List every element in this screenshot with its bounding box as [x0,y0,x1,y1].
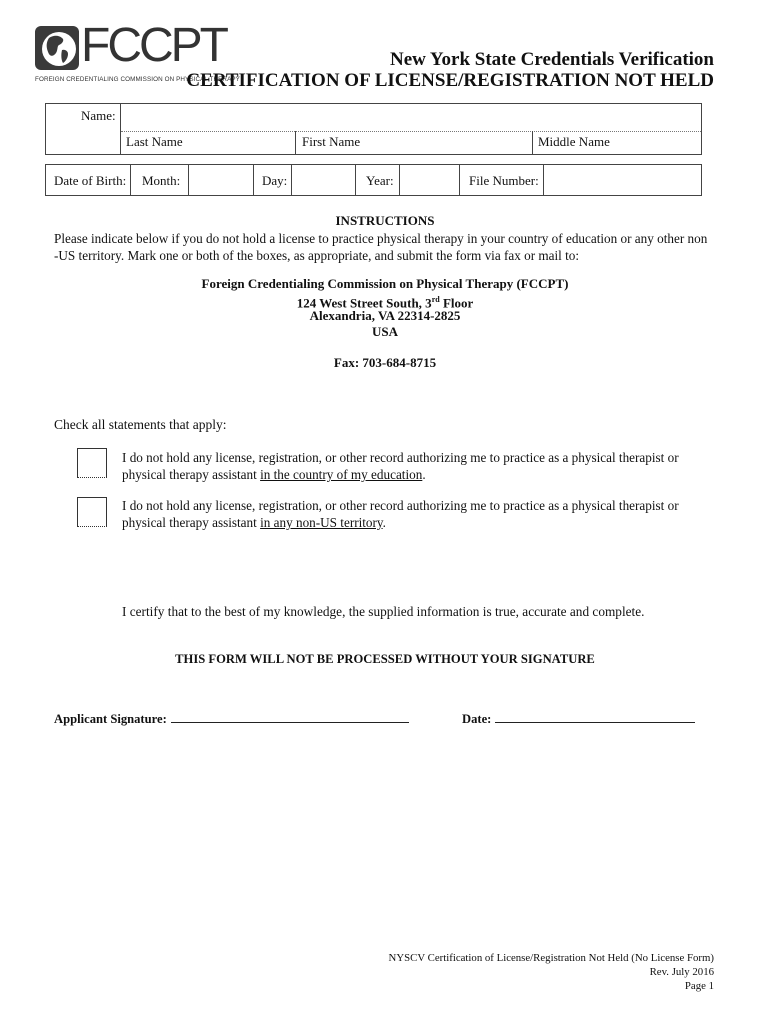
address-city: Alexandria, VA 22314-2825 [309,308,461,323]
dob-label: Date of Birth: [54,173,127,188]
year-input[interactable] [400,165,460,195]
fax-number: Fax: 703-684-8715 [333,355,437,370]
statement-2-checkbox[interactable] [77,497,107,527]
file-number-input[interactable] [544,165,701,195]
date-label: Date: [462,712,492,726]
address-country: USA [371,324,398,339]
form-title-line2: CERTIFICATION OF LICENSE/REGISTRATION NOT HELD [186,70,714,91]
dob-row [45,164,702,196]
footer-revision: Rev. July 2016 [649,966,714,978]
instructions-title: INSTRUCTIONS [335,213,435,228]
name-label-cell [46,104,121,154]
applicant-signature-line[interactable] [171,711,409,723]
first-name-label: First Name [302,134,361,149]
date-line[interactable] [495,711,695,723]
form-title-line1: New York State Credentials Verification [389,49,714,70]
statement-1-text: I do not hold any license, registration, or other record authorizing me to practice as a physical therapist or physical therapy assistant in the country of my education. [122,450,679,482]
month-label-cell [131,165,189,195]
day-label: Day: [262,173,288,188]
dob-label-cell [46,165,131,195]
day-input[interactable] [292,165,356,195]
footer-form-name: NYSCV Certification of License/Registration Not Held (No License Form) [388,952,714,964]
last-name-label: Last Name [126,134,183,149]
year-label: Year: [366,173,394,188]
middle-name-label: Middle Name [538,134,610,149]
file-number-label-cell [460,165,544,195]
globe-icon [35,26,79,70]
footer-page-number: Page 1 [684,980,714,992]
year-label-cell [356,165,400,195]
mailing-address [0,276,770,340]
applicant-signature-label: Applicant Signature: [54,712,167,726]
name-label: Name: [81,108,116,123]
file-number-label: File Number: [469,173,539,188]
statement-2-text: I do not hold any license, registration, or other record authorizing me to practice as a physical therapist or physical therapy assistant in any non-US territory. [122,498,679,530]
statements-title: Check all statements that apply: [54,417,227,432]
instructions-text: Please indicate below if you do not hold a license to practice physical therapy in your country of education or any other non -US territory. Mark one or both of the boxes, as appropriate, and submit the form via fax or mail to: [54,231,708,263]
address-org: Foreign Credentialing Commission on Physical Therapy (FCCPT) [201,276,569,291]
month-label: Month: [142,173,181,188]
applicant-signature [54,711,409,727]
logo-subtitle: FOREIGN CREDENTIALING COMMISSION ON PHYSICAL THERAPY [35,76,240,83]
month-input[interactable] [189,165,254,195]
name-divider [295,131,296,154]
address-street: 124 West Street South, 3rd Floor [296,295,474,311]
certification-statement: I certify that to the best of my knowledge, the supplied information is true, accurate and complete. [122,604,645,619]
page-footer [389,951,714,993]
day-label-cell [254,165,292,195]
logo-wordmark: FCCPT [81,19,226,72]
name-box [45,103,702,155]
signature-date [462,711,695,727]
name-divider [532,131,533,154]
signature-warning: THIS FORM WILL NOT BE PROCESSED WITHOUT YOUR SIGNATURE [175,652,595,666]
name-input-line[interactable] [121,131,701,132]
statement-1-checkbox[interactable] [77,448,107,478]
